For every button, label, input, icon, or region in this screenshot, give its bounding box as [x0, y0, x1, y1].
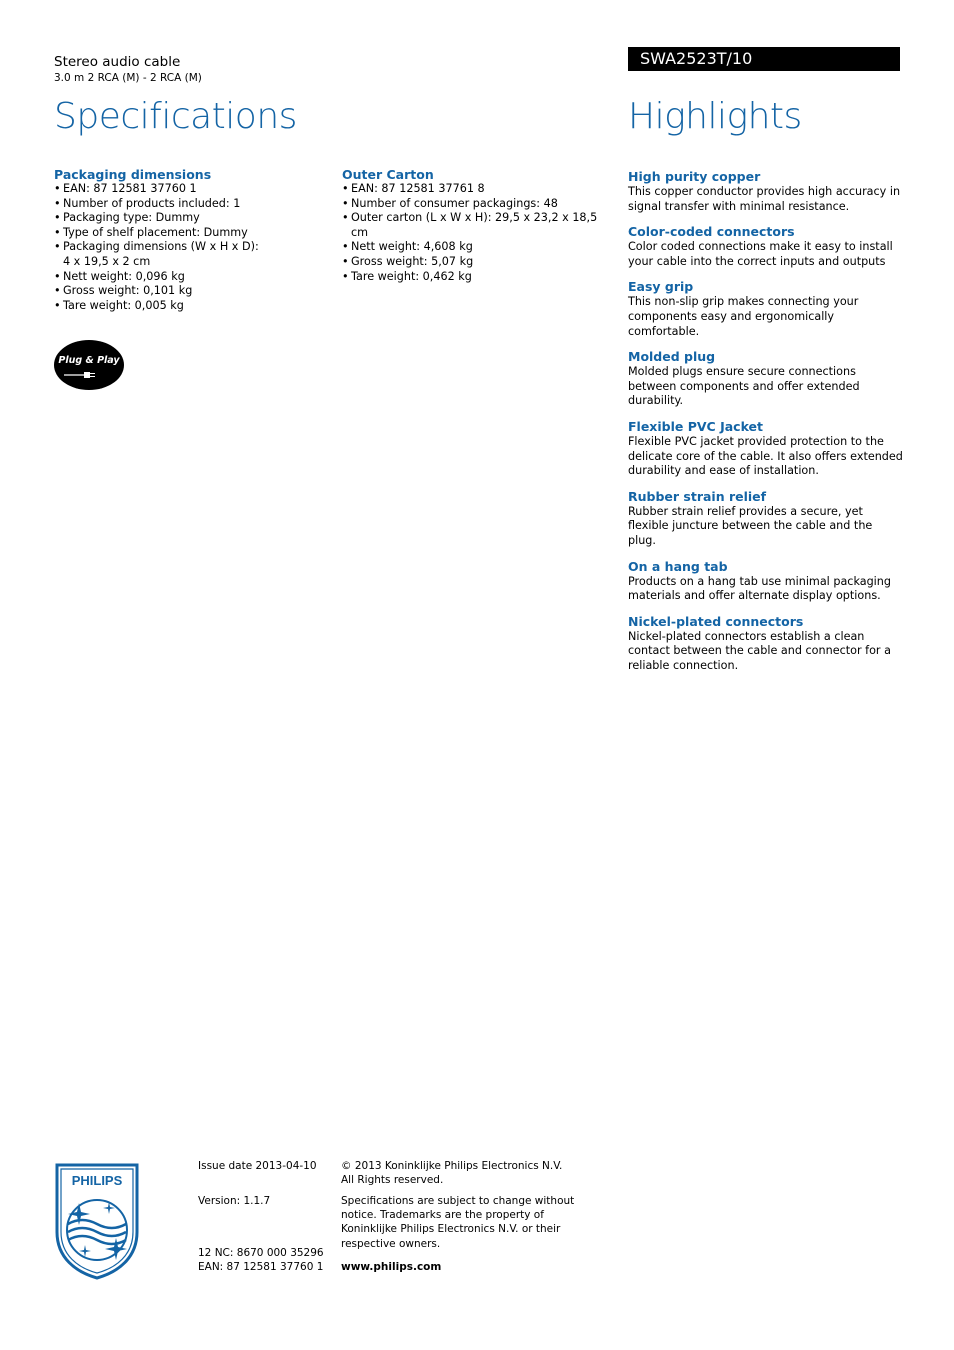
model-number-box [628, 47, 900, 71]
spec-item: • EAN: 87 12581 37761 8 [342, 182, 612, 197]
highlight-item [628, 559, 903, 604]
highlight-title: Molded plug [628, 349, 716, 365]
highlight-description: Flexible PVC jacket provided protection to the delicate core of the cable. It also offers extended durability and ease of installation. [628, 434, 903, 478]
highlight-description: This copper conductor provides high accuracy in signal transfer with minimal resistance. [628, 185, 901, 213]
section-heading: Outer Carton [342, 167, 434, 182]
highlight-title: High purity copper [628, 169, 761, 184]
spec-item: • Nett weight: 4,608 kg [342, 240, 612, 255]
highlight-title: Rubber strain relief [628, 488, 767, 504]
highlight-item [628, 349, 903, 409]
highlight-description: Molded plugs ensure secure connections between components and offer extended durability. [628, 365, 860, 408]
highlight-item [628, 279, 903, 339]
highlight-description: Nickel-plated connectors establish a clean contact between the cable and connector for a reliable connection. [628, 629, 891, 672]
highlight-title: Flexible PVC Jacket [628, 418, 763, 434]
highlight-item [628, 489, 903, 549]
spec-item: • Number of consumer packagings: 48 [342, 197, 612, 212]
highlight-item [628, 419, 903, 479]
highlight-title: Nickel-plated connectors [628, 613, 804, 629]
spec-list [342, 182, 612, 284]
spec-item: • Type of shelf placement: Dummy [54, 226, 314, 241]
spec-item: • Nett weight: 0,096 kg [54, 270, 314, 285]
highlight-title: Color-coded connectors [628, 224, 795, 240]
spec-item: • Gross weight: 5,07 kg [342, 255, 612, 270]
outer-carton-section [342, 167, 612, 284]
copyright [341, 1159, 562, 1187]
rights-line: All Rights reserved. [341, 1174, 444, 1187]
version: Version: 1.1.7 [198, 1195, 271, 1207]
philips-shield-logo [54, 1162, 140, 1280]
highlights-title: Highlights [628, 96, 802, 137]
spec-item: • Tare weight: 0,462 kg [342, 270, 612, 285]
highlight-item [628, 224, 903, 269]
nc-and-ean [198, 1246, 324, 1274]
plug-icon [64, 370, 98, 380]
spec-item: • Packaging type: Dummy [54, 211, 314, 226]
product-subtitle: 3.0 m 2 RCA (M) - 2 RCA (M) [54, 72, 202, 84]
highlights-list [628, 169, 903, 683]
highlight-description: Products on a hang tab use minimal packaging materials and offer alternate display options. [628, 574, 891, 603]
spec-item: • EAN: 87 12581 37760 1 [54, 182, 314, 197]
section-heading: Packaging dimensions [54, 167, 212, 182]
highlight-description: Color coded connections make it easy to install your cable into the correct inputs and outputs [628, 240, 893, 268]
badge-label: Plug & Play [58, 355, 120, 366]
ean-number: EAN: 87 12581 37760 1 [198, 1261, 324, 1274]
spec-item: • Packaging dimensions (W x H x D): 4 x 19,5 x 2 cm [54, 240, 263, 269]
highlight-item [628, 614, 903, 674]
packaging-dimensions-section [54, 167, 314, 313]
model-number: SWA2523T/10 [640, 49, 753, 68]
highlight-title: Easy grip [628, 279, 694, 295]
spec-item: • Gross weight: 0,101 kg [54, 284, 314, 299]
spec-notice: Specifications are subject to change without notice. Trademarks are the property of Koninklijke Philips Electronics N.V. or their respective owners. [341, 1195, 575, 1250]
product-name: Stereo audio cable [54, 54, 181, 70]
spec-item: • Outer carton (L x W x H): 29,5 x 23,2 x 18,5 cm [342, 211, 612, 240]
spec-list [54, 182, 314, 313]
highlight-description: This non-slip grip makes connecting your components easy and ergonomically comfortable. [628, 295, 859, 338]
issue-date: Issue date 2013-04-10 [198, 1160, 317, 1172]
specifications-title: Specifications [54, 96, 297, 137]
highlight-item [628, 169, 903, 214]
logo-wordmark: PHILIPS [71, 1173, 123, 1188]
nc-number: 12 NC: 8670 000 35296 [198, 1247, 324, 1259]
website-link[interactable]: www.philips.com [341, 1261, 442, 1273]
plug-and-play-badge [54, 340, 124, 390]
highlight-title: On a hang tab [628, 558, 728, 574]
spec-item: • Number of products included: 1 [54, 197, 314, 212]
highlight-description: Rubber strain relief provides a secure, yet flexible juncture between the cable and the plug. [628, 504, 873, 547]
spec-item: • Tare weight: 0,005 kg [54, 299, 314, 314]
copyright-line: © 2013 Koninklijke Philips Electronics N.V. [341, 1160, 563, 1172]
